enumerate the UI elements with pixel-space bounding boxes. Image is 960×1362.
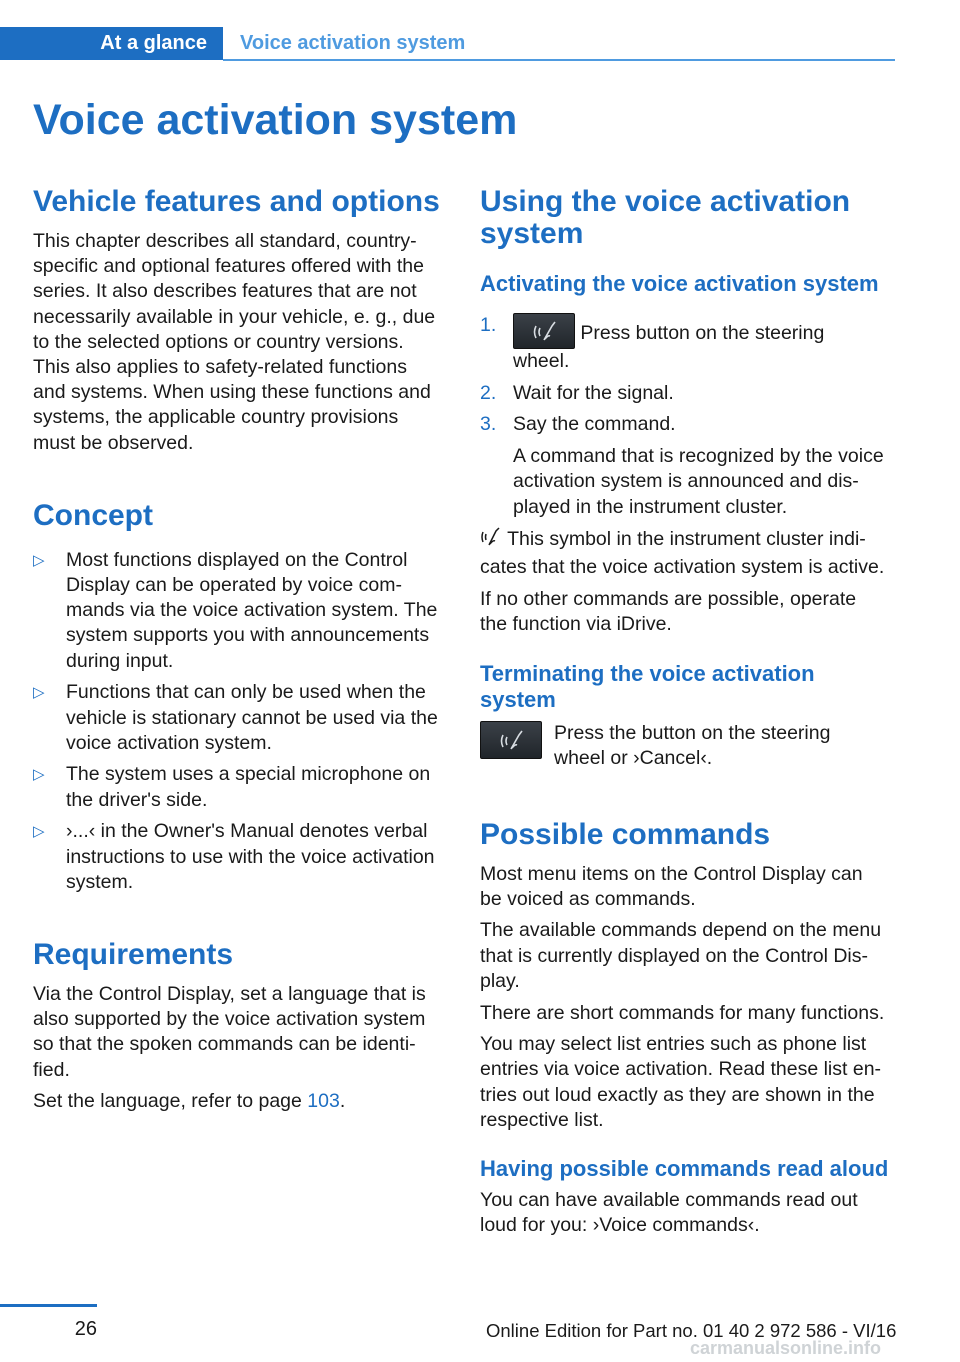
running-header <box>0 27 895 61</box>
step3-note: A command that is recognized by the voice activation system is announced and dis- played in the instrument cluster. <box>513 445 884 518</box>
possible-para-2: The available commands depend on the menu that is currently displayed on the Control Dis- play. <box>480 919 882 992</box>
triangle-right-icon: ▷ <box>33 766 45 784</box>
header-section-title: Voice activation system <box>240 32 466 54</box>
header-tab: At a glance <box>0 27 223 60</box>
concept-list <box>33 548 447 895</box>
heading-concept: Concept <box>33 498 153 532</box>
left-column <box>33 180 447 1114</box>
list-item: ▷ ›...‹ in the Owner's Manual denotes verbal instructions to use with the voice activation system. <box>33 820 435 893</box>
right-column <box>480 180 898 1238</box>
no-other-commands: If no other commands are possible, operate the function via iDrive. <box>480 588 857 636</box>
list-item: ▷ The system uses a special microphone on the driver's side. <box>33 763 431 811</box>
list-item: ▷ Functions that can only be used when the vehicle is stationary cannot be used via the voice activation system. <box>33 681 438 754</box>
footer-rule <box>0 1304 97 1307</box>
voice-button-icon <box>480 721 542 759</box>
list-item: 2. Wait for the signal. <box>480 381 674 404</box>
heading-possible-commands: Possible commands <box>480 817 771 851</box>
possible-para-4: You may select list entries such as phone list entries via voice activation. Read these list en- tries out loud exactly as they are shown in the respective list. <box>480 1033 882 1131</box>
vehicle-features-body: This chapter describes all standard, country- specific and optional features offered with the series. It also describes features that are not necessarily available in your vehicle, e. g., due to the selected options or country versions. This also applies to safety-related functions and systems. When using these functions and systems, the applicable country provisions must be observed. <box>33 230 436 454</box>
list-item: 3. Say the command. A command that is recognized by the voice activation system is announced and dis- played in the instrument cluster. <box>480 412 898 519</box>
heading-activating: Activating the voice activation system <box>480 271 879 296</box>
heading-using-voice-activation: Using the voice activation system <box>480 185 851 250</box>
triangle-right-icon: ▷ <box>33 684 45 702</box>
list-item: ▷ Most functions displayed on the Control Display can be operated by voice com- mands via the voice activation system. The system supports you with announcements during input. <box>33 548 438 672</box>
requirements-language-ref: Set the language, refer to page 103. <box>33 1090 346 1113</box>
terminating-body: Press the button on the steering wheel or ›Cancel‹. <box>554 721 831 769</box>
header-rule <box>223 59 895 61</box>
footer-edition: Online Edition for Part no. 01 40 2 972 586 - VI/16 <box>486 1320 897 1341</box>
heading-requirements: Requirements <box>33 937 234 971</box>
symbol-note: This symbol in the instrument cluster indi- cates that the voice activation system is active. <box>480 528 885 579</box>
heading-terminating: Terminating the voice activation system <box>480 660 815 712</box>
possible-para-3: There are short commands for many functions. <box>480 1001 885 1024</box>
page-title: Voice activation system <box>33 96 518 144</box>
heading-vehicle-features: Vehicle features and options <box>33 185 440 218</box>
triangle-right-icon: ▷ <box>33 823 45 841</box>
list-item: 1. Press button on the steering wheel. <box>480 314 825 372</box>
voice-active-icon <box>480 526 502 555</box>
possible-para-1: Most menu items on the Control Display can be voiced as commands. <box>480 862 863 910</box>
page-number: 26 <box>74 1318 97 1340</box>
read-aloud-body: You can have available commands read out loud for you: ›Voice commands‹. <box>480 1189 858 1237</box>
requirements-body: Via the Control Display, set a language that is also supported by the voice activation system so that the spoken commands can be identi- fied. <box>33 982 426 1081</box>
voice-button-icon <box>513 313 575 349</box>
heading-read-aloud: Having possible commands read aloud <box>480 1156 889 1182</box>
watermark: carmanualsonline.info <box>690 1338 882 1358</box>
triangle-right-icon: ▷ <box>33 551 45 569</box>
activation-steps <box>480 313 898 520</box>
terminating-block <box>480 721 898 773</box>
page-reference-link[interactable]: 103 <box>307 1090 340 1113</box>
